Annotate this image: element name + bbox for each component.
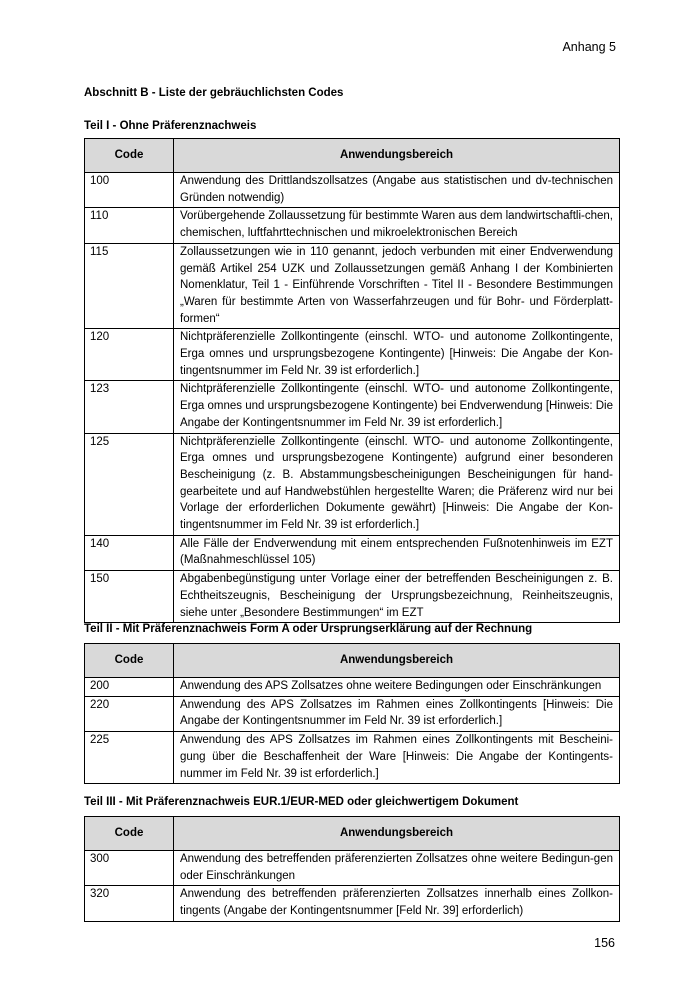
table-row	[85, 381, 620, 433]
row-code: 120	[85, 329, 174, 381]
table-row	[85, 208, 620, 243]
table-row	[85, 243, 620, 329]
code-column-header: Code	[85, 644, 174, 678]
part-2-title: Teil II - Mit Präferenznachweis Form A oder Ursprungserklärung auf der Rechnung	[84, 623, 533, 635]
codes-table-part-1	[84, 138, 620, 623]
row-description: Zollaussetzungen wie in 110 genannt, jedoch verbunden mit einer Endverwendung gemäß Artikel 254 UZK und Zollaussetzungen gemäß Anhang I der Kombinierten Nomenklatur, Teil 1 - Einführende Vorschriften - Titel II - Besondere Bestimmungen „Waren für bestimmte Arten von Wasserfahrzeugen und für Bohr- und Förderplatt-formen“	[174, 243, 620, 329]
part-3-title: Teil III - Mit Präferenznachweis EUR.1/EUR-MED oder gleichwertigem Dokument	[84, 796, 519, 808]
row-code: 140	[85, 535, 174, 570]
table-row	[85, 732, 620, 784]
row-description: Alle Fälle der Endverwendung mit einem entsprechenden Fußnotenhinweis im EZT (Maßnahmeschlüssel 105)	[174, 535, 620, 570]
table-row	[85, 886, 620, 921]
row-code: 150	[85, 571, 174, 623]
row-code: 220	[85, 696, 174, 731]
row-code: 125	[85, 433, 174, 535]
table-row	[85, 173, 620, 208]
row-description: Abgabenbegünstigung unter Vorlage einer der betreffenden Bescheinigungen z. B. Echtheitszeugnis, Bescheinigung der Ursprungsbezeichnung, Reinheitszeugnis, siehe unter „Besondere Bestimmungen“ im EZT	[174, 571, 620, 623]
row-code: 100	[85, 173, 174, 208]
table-row	[85, 535, 620, 570]
row-description: Anwendung des APS Zollsatzes im Rahmen eines Zollkontingents mit Bescheini-gung über die Beschaffenheit der Ware [Hinweis: Die Angabe der Kontingents-nummer im Feld Nr. 39 ist erforderlich.]	[174, 732, 620, 784]
codes-table-part-3	[84, 816, 620, 922]
area-column-header: Anwendungsbereich	[174, 817, 620, 851]
row-description: Anwendung des Drittlandszollsatzes (Angabe aus statistischen und dv-technischen Gründen notwendig)	[174, 173, 620, 208]
table-row	[85, 329, 620, 381]
row-code: 320	[85, 886, 174, 921]
row-description: Anwendung des betreffenden präferenzierten Zollsatzes innerhalb eines Zollkon-tingents (Angabe der Kontingentsnummer [Feld Nr. 39] erforderlich)	[174, 886, 620, 921]
row-code: 123	[85, 381, 174, 433]
row-description: Nichtpräferenzielle Zollkontingente (einschl. WTO- und autonome Zollkontingente, Erga omnes und ursprungsbezogene Kontingente) [Hinweis: Die Angabe der Kon-tingentsnummer im Feld Nr. 39 ist erforderlich.]	[174, 329, 620, 381]
row-code: 225	[85, 732, 174, 784]
code-column-header: Code	[85, 139, 174, 173]
table-row	[85, 571, 620, 623]
row-description: Anwendung des APS Zollsatzes ohne weitere Bedingungen oder Einschränkungen	[174, 678, 620, 697]
page-number: 156	[594, 936, 615, 950]
area-column-header: Anwendungsbereich	[174, 139, 620, 173]
row-code: 110	[85, 208, 174, 243]
part-1-title: Teil I - Ohne Präferenznachweis	[84, 120, 257, 132]
table-header-row	[85, 817, 620, 851]
section-title: Abschnitt B - Liste der gebräuchlichsten Codes	[84, 87, 344, 99]
appendix-label: Anhang 5	[562, 40, 616, 54]
row-description: Vorübergehende Zollaussetzung für bestimmte Waren aus dem landwirtschaftli-chen, chemischen, luftfahrttechnischen und mikroelektronischen Bereich	[174, 208, 620, 243]
code-column-header: Code	[85, 817, 174, 851]
table-row	[85, 851, 620, 886]
row-code: 300	[85, 851, 174, 886]
table-row	[85, 678, 620, 697]
row-description: Anwendung des betreffenden präferenzierten Zollsatzes ohne weitere Bedingun-gen oder Einschränkungen	[174, 851, 620, 886]
row-description: Nichtpräferenzielle Zollkontingente (einschl. WTO- und autonome Zollkontingente, Erga omnes und ursprungsbezogene Kontingente) bei Endverwendung [Hinweis: Die Angabe der Kontingentsnummer im Feld Nr. 39 ist erforderlich.]	[174, 381, 620, 433]
row-description: Nichtpräferenzielle Zollkontingente (einschl. WTO- und autonome Zollkontingente, Erga omnes und ursprungsbezogene Kontingente) aufgrund einer besonderen Bescheinigung (z. B. Abstammungsbescheinigungen Bescheinigungen für hand-gearbeitete und auf Handwebstühlen hergestellte Waren; die Präferenz wird nur bei Vorlage der erforderlichen Dokumente gewährt) [Hinweis: Die Angabe der Kon-tingentsnummer im Feld Nr. 39 ist erforderlich.]	[174, 433, 620, 535]
row-description: Anwendung des APS Zollsatzes im Rahmen eines Zollkontingents [Hinweis: Die Angabe der Kontingentsnummer im Feld Nr. 39 ist erforderlich.]	[174, 696, 620, 731]
row-code: 200	[85, 678, 174, 697]
codes-table-part-2	[84, 643, 620, 784]
row-code: 115	[85, 243, 174, 329]
table-header-row	[85, 139, 620, 173]
table-row	[85, 433, 620, 535]
table-header-row	[85, 644, 620, 678]
table-row	[85, 696, 620, 731]
area-column-header: Anwendungsbereich	[174, 644, 620, 678]
